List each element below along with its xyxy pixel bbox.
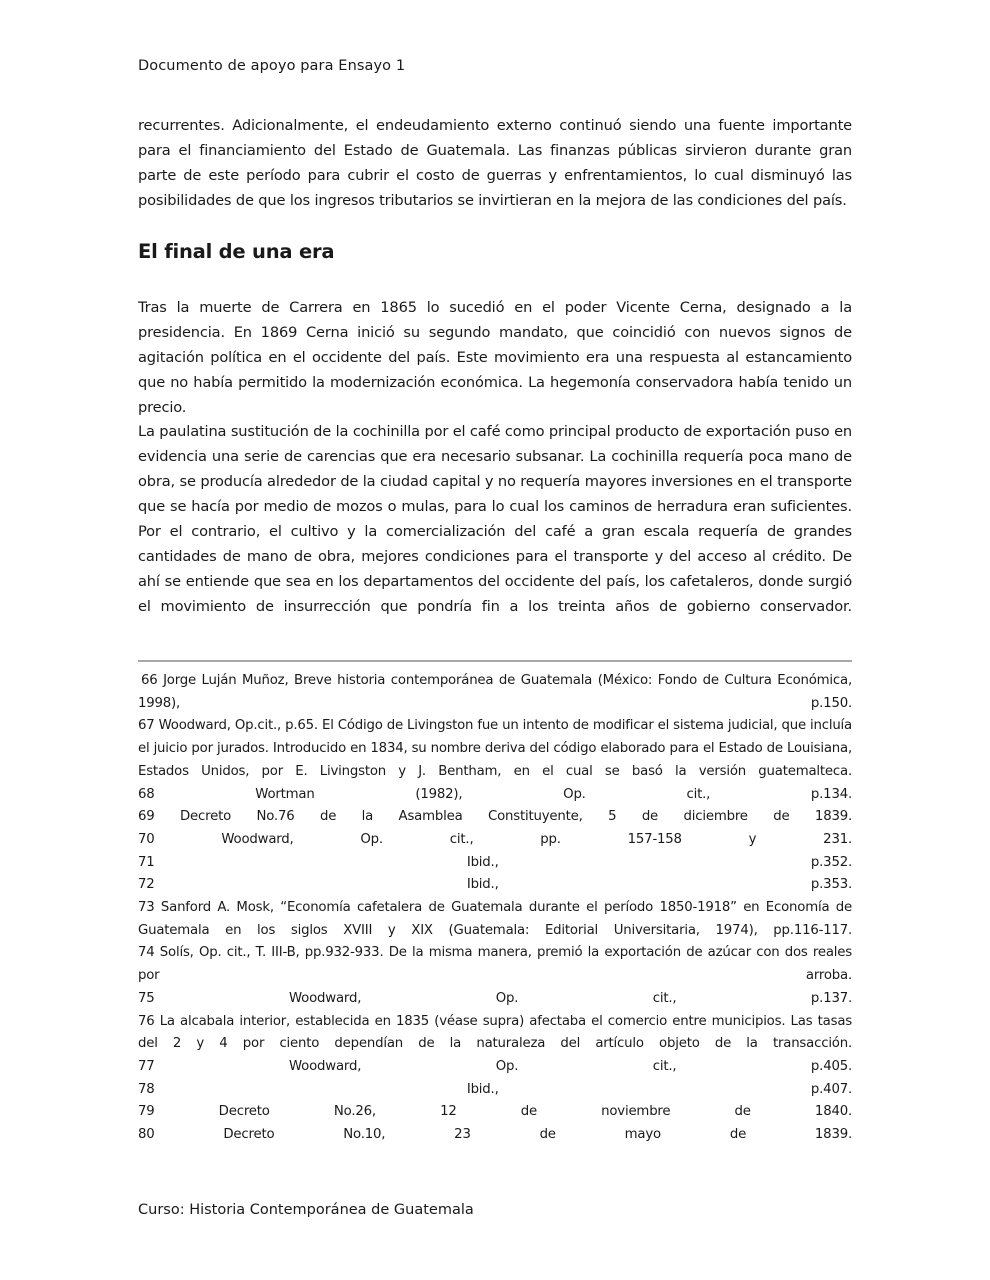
footnote-74: 74 Solís, Op. cit., T. III-B, pp.932-933. De la misma manera, premió la exportación de azúcar con dos reales por arroba. [138, 945, 852, 984]
footnote-76: 76 La alcabala interior, establecida en 1835 (véase supra) afectaba el comercio entre municipios. Las tasas del 2 y 4 por ciento dependían de la naturaleza del artículo objeto de la transacción. [138, 1013, 852, 1052]
paragraph-cochinilla: La paulatina sustitución de la cochinilla por el café como principal producto de exportación puso en evidencia una serie de carencias que era necesario subsanar. La cochinilla requería poca mano de obra, se producía alrededor de la ciudad capital y no requería mayores inversiones en el transporte que se hacía por medio de mozos o mulas, para lo cual los caminos de herradura eran suficientes. Por el contrario, el cultivo y la comercialización del café a gran escala requería de grandes cantidades de mano de obra, mejores condiciones para el transporte y del acceso al crédito. De ahí se entiende que sea en los departamentos del occidente del país, los cafetaleros, donde surgió el movimiento de insurrección que pondría fin a los treinta años de gobierno conservador. [138, 423, 852, 615]
footnote-72: 72 Ibid., p.353. [138, 877, 852, 893]
footnote-79: 79 Decreto No.26, 12 de noviembre de 1840. [138, 1104, 852, 1120]
footnote-67: 67 Woodward, Op.cit., p.65. El Código de Livingston fue un intento de modificar el sistema judicial, que incluía el juicio por jurados. Introducido en 1834, su nombre deriva del código elaborado para el Estado de Louisiana, Estados Unidos, por E. Livingston y J. Bentham, en el cual se basó la versión guatemalteca. [138, 718, 852, 779]
paragraph-cerna: Tras la muerte de Carrera en 1865 lo sucedió en el poder Vicente Cerna, designado a la presidencia. En 1869 Cerna inició su segundo mandato, que coincidió con nuevos signos de agitación política en el occidente del país. Este movimiento era una respuesta al estancamiento que no había permitido la modernización económica. La hegemonía conservadora había tenido un precio. [138, 299, 852, 416]
footnote-69: 69 Decreto No.76 de la Asamblea Constituyente, 5 de diciembre de 1839. [138, 809, 852, 825]
footnote-70: 70 Woodward, Op. cit., pp. 157-158 y 231. [138, 831, 852, 847]
page-header: Documento de apoyo para Ensayo 1 [138, 58, 406, 74]
footnote-80: 80 Decreto No.10, 23 de mayo de 1839. [138, 1127, 852, 1143]
footnote-68: 68 Wortman (1982), Op. cit., p.134. [138, 786, 852, 802]
footnote-73: 73 Sanford A. Mosk, “Economía cafetalera de Guatemala durante el período 1850-1918” en Economía de Guatemala en los siglos XVIII y XIX (Guatemala: Editorial Universitaria, 1974), pp.116-117. [138, 900, 852, 938]
footnote-78: 78 Ibid., p.407. [138, 1081, 852, 1097]
footnote-66: 66 Jorge Luján Muñoz, Breve historia contemporánea de Guatemala (México: Fondo de Cultura Económica, 1998), p.150. [138, 673, 852, 711]
footnote-separator [138, 660, 852, 662]
paragraph-intro: recurrentes. Adicionalmente, el endeudamiento externo continuó siendo una fuente importante para el financiamiento del Estado de Guatemala. Las finanzas públicas sirvieron durante gran parte de este período para cubrir el costo de guerras y enfrentamientos, lo cual disminuyó las posibilidades de que los ingresos tributarios se invirtieran en la mejora de las condiciones del país. [138, 117, 852, 209]
footnote-75: 75 Woodward, Op. cit., p.137. [138, 990, 852, 1006]
footnotes [138, 670, 852, 1147]
footnote-77: 77 Woodward, Op. cit., p.405. [138, 1058, 852, 1074]
section-heading: El final de una era [138, 240, 335, 263]
page-footer: Curso: Historia Contemporánea de Guatemala [138, 1202, 474, 1218]
footnote-71: 71 Ibid., p.352. [138, 854, 852, 870]
